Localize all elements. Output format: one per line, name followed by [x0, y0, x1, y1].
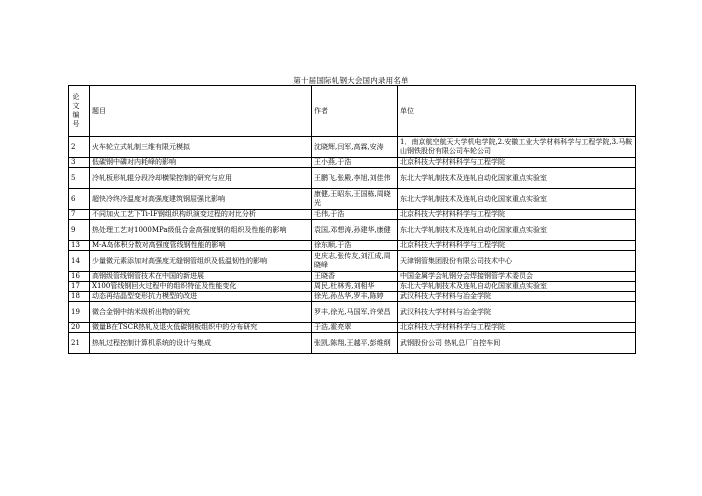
- header-title: 题目: [90, 86, 312, 137]
- cell-title: 火车轮立式轧制三维有限元模拟: [90, 137, 312, 158]
- cell-title: 微量B在TSCR热轧及退火低碳钢板组织中的分布研究: [90, 323, 312, 333]
- table-row: [69, 323, 636, 333]
- header-no-char: 文: [72, 102, 80, 110]
- table-row: [69, 282, 636, 292]
- table-row: [69, 272, 636, 282]
- cell-title: 超快冷终冷温度对高强度建筑钢屈强比影响: [90, 189, 312, 210]
- cell-title: 微合金钢中纳米级析出物的研究: [90, 302, 312, 323]
- cell-author: 徐东顺,于浩: [312, 241, 398, 251]
- header-no-char: 编: [72, 111, 80, 119]
- cell-unit: 武钢股份公司 热轧总厂自控车间: [398, 333, 636, 354]
- header-unit: 单位: [398, 86, 636, 137]
- table-row: [69, 210, 636, 220]
- cell-title: 低碳钢中磷对内耗峰的影响: [90, 158, 312, 168]
- cell-author: 袁国,邓想涛,孙建华,康健: [312, 220, 398, 241]
- document-title: 第十届国际轧钢大会国内录用名单: [293, 76, 409, 85]
- cell-no: 20: [69, 323, 90, 333]
- cell-unit: 武汉科技大学材料与冶金学院: [398, 292, 636, 302]
- cell-no: 16: [69, 272, 90, 282]
- cell-no: 5: [69, 168, 90, 189]
- table-row: [69, 333, 636, 354]
- table-row: [69, 241, 636, 251]
- header-paper-number: [69, 86, 90, 137]
- header-no-char: 号: [72, 120, 80, 128]
- cell-title: 冷轧板形轧辊分段冷却横梁控制的研究与应用: [90, 168, 312, 189]
- cell-unit: 北京科技大学材料科学与工程学院: [398, 241, 636, 251]
- table-row: [69, 168, 636, 189]
- cell-author: 毛伟,于浩: [312, 210, 398, 220]
- table-row: [69, 302, 636, 323]
- cell-unit: 中国金属学会轧钢分会焊接钢管学术委员会: [398, 272, 636, 282]
- table-row: [69, 189, 636, 210]
- accepted-papers-table: [68, 85, 636, 354]
- cell-no: 13: [69, 241, 90, 251]
- cell-title: 不同加火工艺下Ti-IF钢组织构织演变过程的对比分析: [90, 210, 312, 220]
- cell-unit: 东北大学轧制技术及连轧自动化国家重点实验室: [398, 168, 636, 189]
- cell-author: 罗丰,徐光,马国军,许荣昌: [312, 302, 398, 323]
- cell-no: 18: [69, 292, 90, 302]
- table-header-row: [69, 86, 636, 137]
- cell-title: M-A岛体积分数对高强度管线钢性能的影响: [90, 241, 312, 251]
- cell-no: 2: [69, 137, 90, 158]
- cell-unit: 北京科技大学材料科学与工程学院: [398, 323, 636, 333]
- table-row: [69, 220, 636, 241]
- cell-title: 少量微元素添加对高强度无缝钢管组织及低温韧性的影响: [90, 251, 312, 272]
- header-no-char: 论: [72, 93, 80, 101]
- table-row: [69, 251, 636, 272]
- cell-unit: 东北大学轧制技术及连轧自动化国家重点实验室: [398, 282, 636, 292]
- table-row: [69, 292, 636, 302]
- cell-title: 动态再结晶型变形抗力模型的改进: [90, 292, 312, 302]
- table-row: [69, 137, 636, 158]
- cell-author: 康健,王昭东,王国栋,周晓光: [312, 189, 398, 210]
- cell-author: 于浩,霍亮翠: [312, 323, 398, 333]
- cell-no: 7: [69, 210, 90, 220]
- cell-no: 19: [69, 302, 90, 323]
- cell-unit: 东北大学轧制技术及连轧自动化国家重点实验室: [398, 220, 636, 241]
- cell-title: 热轧过程控制计算机系统的设计与集成: [90, 333, 312, 354]
- cell-unit: 1．南京航空航天大学机电学院,2.安徽工业大学材料科学与工程学院,3.马鞍山钢铁股份有限公司车轮公司: [398, 137, 636, 158]
- cell-unit: 北京科技大学材料科学与工程学院: [398, 158, 636, 168]
- header-author: 作者: [312, 86, 398, 137]
- cell-author: 王晓香: [312, 272, 398, 282]
- cell-author: 王小燕,于浩: [312, 158, 398, 168]
- cell-author: 周民,杜林秀,刘相华: [312, 282, 398, 292]
- cell-author: 沈晓辉,闫军,高霖,安涛: [312, 137, 398, 158]
- cell-title: 高钢级管线钢管技术在中国的新进展: [90, 272, 312, 282]
- cell-unit: 武汉科技大学材料与冶金学院: [398, 302, 636, 323]
- cell-author: 史庆志,张传友,刘江成,周晓峰: [312, 251, 398, 272]
- cell-no: 17: [69, 282, 90, 292]
- cell-author: 王鹏飞,张殿,李旭,刘佳伟: [312, 168, 398, 189]
- cell-unit: 北京科技大学材料科学与工程学院: [398, 210, 636, 220]
- cell-title: X100管线钢回火过程中的组织特征及性能变化: [90, 282, 312, 292]
- cell-author: 徐光,孙丛华,罗丰,陈婷: [312, 292, 398, 302]
- cell-no: 9: [69, 220, 90, 241]
- cell-no: 3: [69, 158, 90, 168]
- cell-no: 14: [69, 251, 90, 272]
- cell-unit: 天津钢管集团股份有限公司技术中心: [398, 251, 636, 272]
- cell-no: 6: [69, 189, 90, 210]
- cell-author: 张凯,陈翔,王越平,彭维纲: [312, 333, 398, 354]
- cell-title: 热处理工艺对1000MPa级低合金高强度钢的组织及性能的影响: [90, 220, 312, 241]
- cell-no: 21: [69, 333, 90, 354]
- cell-unit: 东北大学轧制技术及连轧自动化国家重点实验室: [398, 189, 636, 210]
- table-row: [69, 158, 636, 168]
